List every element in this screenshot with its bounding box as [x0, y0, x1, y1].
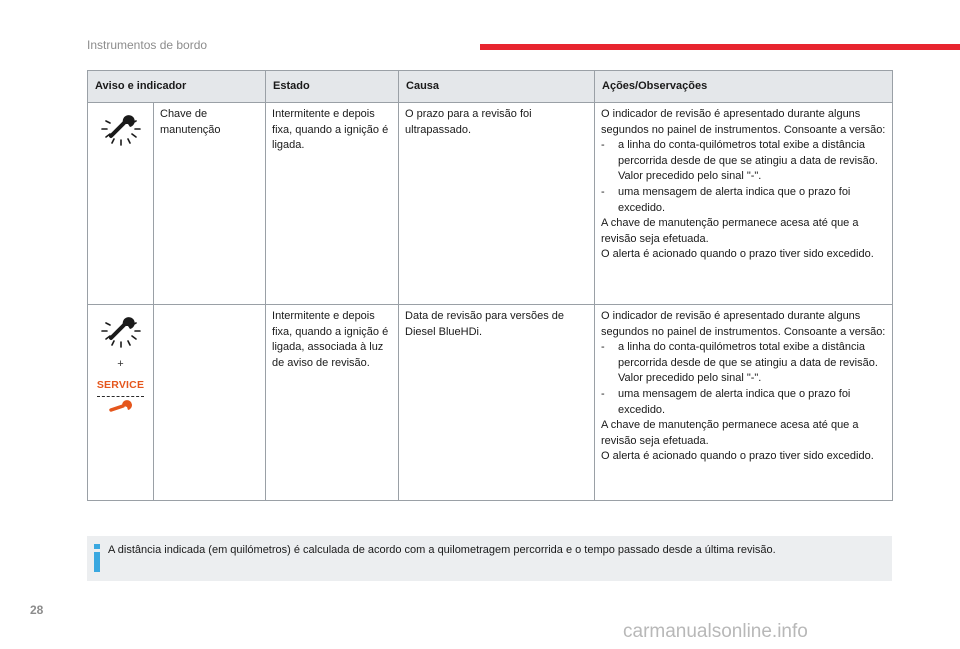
causa-cell: O prazo para a revisão foi ultrapassado.	[399, 103, 595, 305]
table-row	[88, 103, 893, 305]
note-text: A distância indicada (em quilómetros) é calculada de acordo com a quilometragem percorrida e o tempo passado desde a última revisão.	[108, 544, 776, 556]
section-title: Instrumentos de bordo	[87, 38, 208, 52]
info-icon	[93, 544, 101, 572]
list-item-text: a linha do conta-quilómetros total exibe a distância percorrida desde de que se atingiu a data de revisão. Valor precedido pelo sinal "-".	[618, 139, 878, 183]
acoes-outro: O alerta é acionado quando o prazo tiver sido excedido.	[601, 248, 874, 261]
acoes-intro: O indicador de revisão é apresentado durante alguns segundos no painel de instrumentos. Consoante a versão:	[601, 108, 886, 136]
list-item	[601, 138, 886, 185]
header-accent-bar	[480, 44, 960, 50]
column-header: Causa	[399, 71, 595, 103]
dash-marker: -	[601, 139, 605, 152]
column-header: Aviso e indicador	[88, 71, 266, 103]
column-header: Estado	[266, 71, 399, 103]
list-item-text: uma mensagem de alerta indica que o prazo foi excedido.	[618, 185, 851, 214]
plus-sign: +	[117, 357, 124, 370]
list-item-text: a linha do conta-quilómetros total exibe a distância percorrida desde de que se atingiu a data de revisão. Valor precedido pelo sinal "-".	[618, 341, 878, 385]
acoes-outro: O alerta é acionado quando o prazo tiver sido excedido.	[601, 450, 874, 463]
dash-marker: -	[601, 185, 605, 198]
estado-cell: Intermitente e depois fixa, quando a ignição é ligada.	[266, 103, 399, 305]
info-note	[87, 536, 892, 581]
estado-cell: Intermitente e depois fixa, quando a ignição é ligada, associada à luz de aviso de revisão.	[266, 305, 399, 501]
acoes-outro: A chave de manutenção permanece acesa até que a revisão seja efetuada.	[601, 217, 859, 245]
column-header: Ações/Observações	[595, 71, 893, 103]
orange-wrench-icon	[108, 400, 134, 414]
table-row	[88, 305, 893, 501]
table-header-row	[88, 71, 893, 103]
indicator-name: Chave de manutenção	[154, 103, 266, 305]
acoes-cell	[595, 103, 893, 305]
dash-marker: -	[601, 341, 605, 354]
page-number: 28	[30, 603, 44, 617]
acoes-intro: O indicador de revisão é apresentado durante alguns segundos no painel de instrumentos. Consoante a versão:	[601, 310, 886, 338]
service-indicator	[94, 378, 147, 397]
list-item	[601, 340, 886, 387]
icon-cell	[88, 103, 154, 305]
list-item-text: uma mensagem de alerta indica que o prazo foi excedido.	[618, 387, 851, 416]
maintenance-wrench-icon	[98, 309, 144, 349]
list-item	[601, 387, 886, 418]
causa-cell: Data de revisão para versões de Diesel BlueHDi.	[399, 305, 595, 501]
watermark: carmanualsonline.info	[623, 621, 808, 642]
indicator-table	[87, 70, 893, 501]
maintenance-wrench-icon	[98, 107, 144, 147]
indicator-name	[154, 305, 266, 501]
dash-marker: -	[601, 387, 605, 400]
acoes-cell	[595, 305, 893, 501]
service-label: SERVICE	[97, 378, 144, 397]
icon-cell	[88, 305, 154, 501]
acoes-outro: A chave de manutenção permanece acesa até que a revisão seja efetuada.	[601, 419, 859, 447]
list-item	[601, 185, 886, 216]
